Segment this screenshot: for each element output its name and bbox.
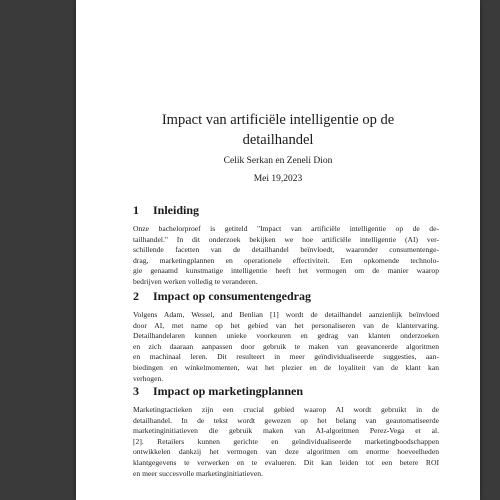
paper-title: [116, 110, 440, 150]
section-heading-marketingplannen: [133, 384, 439, 398]
paragraph-line: bedrijven werken volledig te veranderen.: [133, 276, 258, 286]
title-line: detailhandel: [242, 132, 314, 148]
paragraph-line: tailhandel." In dit onderzoek bekijken we hoe artificiële intelligentie (AI) ver-: [133, 234, 439, 244]
paragraph-line: gie genaamd kunstmatige intelligentie heeft het vermogen om de manier waarop: [133, 266, 439, 276]
section-title: Impact op marketingplannen: [153, 384, 304, 398]
paragraph-line: en zich daaraan aanpassen door gebruik te maken van geavanceerde algoritmen: [133, 341, 439, 351]
paragraph-line: schillende facetten van de detailhandel beïnvloedt, waaronder consumentenge-: [133, 245, 439, 255]
paragraph-line: Onze bachelorproef is getiteld "Impact van artificiële intelligentie op de de-: [133, 224, 439, 233]
section-number: 3: [133, 384, 139, 398]
paragraph-line: verhogen.: [133, 373, 164, 383]
title-line: Impact van artificiële intelligentie op de: [161, 112, 395, 128]
paper-date: Mei 19,2023: [253, 174, 303, 184]
paragraph-line: Detailhandelaren kunnen unieke voorkeuren en gedrag van klanten onderzoeken: [133, 331, 439, 341]
section-number: 1: [133, 203, 139, 217]
section-paragraph: [133, 310, 439, 384]
paragraph-line: ontwikkelen dankzij het vermogen van deze algoritmen om enorme hoeveelheden: [133, 447, 439, 457]
paragraph-line: Volgens Adam, Wessel, and Benlian [1] wordt de detailhandel aanzienlijk beïnvloed: [133, 310, 439, 319]
paragraph-line: klantgegevens te verwerken en te evalueren. Dit kan leiden tot een betere ROI: [133, 457, 439, 467]
section-heading-inleiding: [133, 203, 439, 217]
paragraph-line: drag, marketingplannen en operationele effectiviteit. Een opkomende technolo-: [133, 255, 439, 265]
paragraph-line: [2]. Retailers kunnen gerichte en geïndividualiseerde marketingboodschappen: [133, 436, 439, 446]
document-page: [76, 0, 480, 500]
section-number: 2: [133, 289, 139, 303]
paragraph-line: marketinginitiatieven die gebruik maken van AI-algoritmen Perez-Vega et al.: [133, 426, 439, 436]
paragraph-line: biedingen en winkelmomenten, wat het plezier en de loyaliteit van de klant kan: [133, 362, 439, 372]
paragraph-line: detailhandel. In de tekst wordt gewezen op het belang van geautomatiseerde: [133, 415, 439, 425]
paragraph-line: en machinaal leren. Dit resulteert in meer geïndividualiseerde suggesties, aan-: [133, 352, 439, 362]
section-title: Impact op consumentengedrag: [153, 289, 311, 303]
paper-authors: Celik Serkan en Zeneli Dion: [223, 156, 333, 166]
section-paragraph: [133, 405, 439, 479]
section-heading-consumentengedrag: [133, 289, 439, 303]
paragraph-line: door AI, met name op het gebied van het personaliseren van de klantervaring.: [133, 320, 439, 330]
paragraph-line: Marketingtactieken zijn een crucial gebied waarop AI wordt gebruikt in de: [133, 405, 439, 414]
section-paragraph: [133, 224, 439, 288]
section-title: Inleiding: [153, 203, 200, 217]
paragraph-line: en meer succesvolle marketinginitiatieven.: [133, 468, 263, 478]
